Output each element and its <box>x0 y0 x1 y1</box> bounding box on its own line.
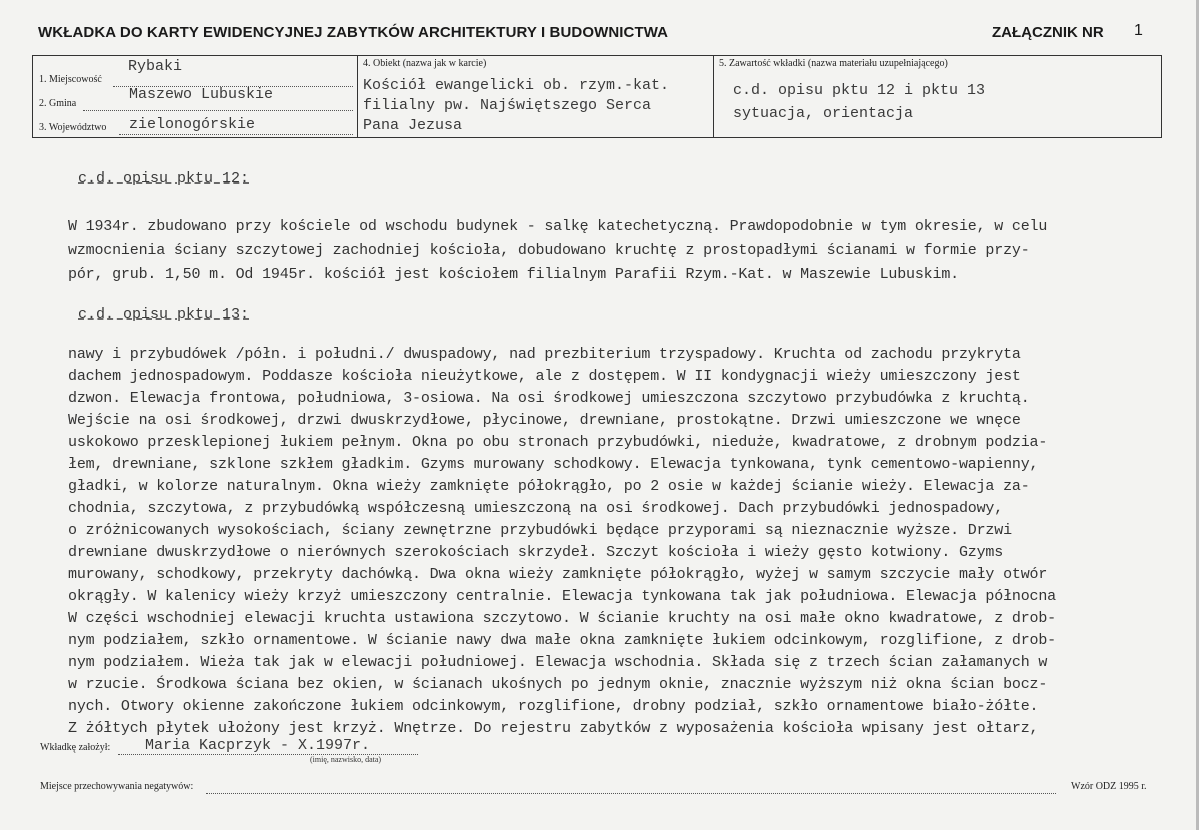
section-12-line: wzmocnienia ściany szczytowej zachodniej kościoła, dobudowano kruchtę z prostopadłymi ścianami w formie przy- <box>68 242 1030 259</box>
obiekt-line: Pana Jezusa <box>363 117 463 134</box>
section-13-line: Z żółtych płytek ułożony jest krzyż. Wnętrze. Do rejestru zabytków z wyposażenia kościoła wpisany jest ołtarz, <box>68 720 1039 737</box>
zawartosc-line: c.d. opisu pktu 12 i pktu 13 <box>733 82 986 99</box>
section-13-line: o zróżnicowanych wysokościach, ściany zewnętrzne przybudówki będące przyporami są nieznacznie wyższe. Drzwi <box>68 522 1012 539</box>
founded-value: Maria Kacprzyk - X.1997r. <box>145 737 371 754</box>
wojewodztwo-value: zielonogórskie <box>129 116 256 133</box>
section-13-line: nym podziałem. Wieża tak jak w elewacji południowej. Elewacja wschodnia. Składa się z trzech ścian załamanych w <box>68 654 1048 671</box>
zawartosc-value <box>733 79 985 125</box>
section-12-line: pór, grub. 1,50 m. Od 1945r. kościół jest kościołem filialnym Parafii Rzym.-Kat. w Maszewie Lubuskim. <box>68 266 959 283</box>
section-13-line: nych. Otwory okienne zakończone łukiem odcinkowym, rozglifione, drobny podział, szkło ornamentowe biało-żółte. <box>68 698 1039 715</box>
founded-hint: (imię, nazwisko, data) <box>310 755 382 764</box>
box-divider-2 <box>713 56 714 137</box>
header-fields-box <box>32 55 1162 138</box>
section-12-heading: c.d. opisu pktu 12: <box>78 170 250 187</box>
section-13-line: dzwon. Elewacja frontowa, południowa, 3-osiowa. Na osi środkowej umieszczona szczytowo przybudówka z kruchtą. <box>68 390 1030 407</box>
gmina-label: 2. Gmina <box>39 98 77 109</box>
wojewodztwo-dotline <box>119 134 353 135</box>
section-13-line: murowany, schodkowy, przekryty dachówką. Dwa okna wieży zamknięte półokrągło, wyżej w samym szczycie mały otwór <box>68 566 1048 583</box>
form-version: Wzór ODZ 1995 r. <box>1071 781 1147 792</box>
section-13-line: Wejście na osi środkowej, drzwi dwuskrzydłowe, płycinowe, drewniane, prostokątne. Drzwi umieszczone we wnęce <box>68 412 1021 429</box>
section-13-line: W części wschodniej elewacji kruchta ustawiona szczytowo. W ścianie kruchty na osi małe okno kwadratowe, z drob- <box>68 610 1057 627</box>
obiekt-line: Kościół ewangelicki ob. rzym.-kat. <box>363 77 670 94</box>
gmina-dotline <box>83 110 353 111</box>
negatives-label: Miejsce przechowywania negatywów: <box>40 781 194 792</box>
annex-label: ZAŁĄCZNIK NR <box>992 24 1104 41</box>
section-13-line: dachem jednospadowym. Poddasze kościoła nieużytkowe, ale z dostępem. W II kondygnacji wieży umieszczony jest <box>68 368 1021 385</box>
zawartosc-line: sytuacja, orientacja <box>733 105 914 122</box>
section-12-line: W 1934r. zbudowano przy kościele od wschodu budynek - salkę katechetyczną. Prawdopodobnie w tym okresie, w celu <box>68 218 1048 235</box>
section-13-line: chodnia, szczytowa, z przybudówką współczesną umieszczoną na osi środkowej. Dach przybudówki jednospadowy, <box>68 500 1004 517</box>
section-13-line: łem, drewniane, szklone szkłem gładkim. Gzyms murowany schodkowy. Elewacja tynkowana, tynk cementowo-wapienny, <box>68 456 1039 473</box>
wojewodztwo-label: 3. Województwo <box>39 122 107 133</box>
obiekt-value <box>363 76 669 136</box>
section-13-line: gładki, w kolorze naturalnym. Okna wieży zamknięte półokrągło, po 2 osie w każdej ścianie wieży. Elewacja za- <box>68 478 1030 495</box>
section-13-line: okrągły. W kalenicy wieży krzyż umieszczony centralnie. Elewacja tynkowana tak jak południowa. Elewacja północna <box>68 588 1057 605</box>
section-13-line: w rzucie. Środkowa ściana bez okien, w ścianach ukośnych po jednym oknie, znacznie wyższym niż okna ścian bocz- <box>68 676 1048 693</box>
section-13-line: nym podziałem, szkło ornamentowe. W ścianie nawy dwa małe okna zamknięte łukiem odcinkowym, rozglifione, z drob- <box>68 632 1057 649</box>
zawartosc-label: 5. Zawartość wkładki (nazwa materiału uzupełniającego) <box>719 58 948 69</box>
section-13-line: nawy i przybudówek /półn. i południ./ dwuspadowy, nad prezbiterium trzyspadowy. Kruchta od zachodu przykryta <box>68 346 1021 363</box>
miejscowosc-label: 1. Miejscowość <box>39 74 102 85</box>
obiekt-line: filialny pw. Najświętszego Serca <box>363 97 652 114</box>
form-title: WKŁADKA DO KARTY EWIDENCYJNEJ ZABYTKÓW ARCHITEKTURY I BUDOWNICTWA <box>38 24 669 41</box>
annex-number: 1 <box>1134 22 1143 39</box>
gmina-value: Maszewo Lubuskie <box>129 86 274 103</box>
section-13-line: drewniane dwuskrzydłowe o nierównych szerokościach skrzydeł. Szczyt kościoła i wieży gęsto kotwiony. Gzyms <box>68 544 1004 561</box>
negatives-dotline <box>206 793 1056 794</box>
box-divider-1 <box>357 56 358 137</box>
obiekt-label: 4. Obiekt (nazwa jak w karcie) <box>363 58 487 69</box>
founded-label: Wkładkę założył: <box>40 742 111 753</box>
section-13-heading: c.d. opisu pktu 13: <box>78 306 250 323</box>
miejscowosc-value: Rybaki <box>128 58 183 75</box>
section-13-line: uskokowo przesklepionej łukiem pełnym. Okna po obu stronach przybudówki, nieduże, kwadratowe, z drobnym podzia- <box>68 434 1048 451</box>
